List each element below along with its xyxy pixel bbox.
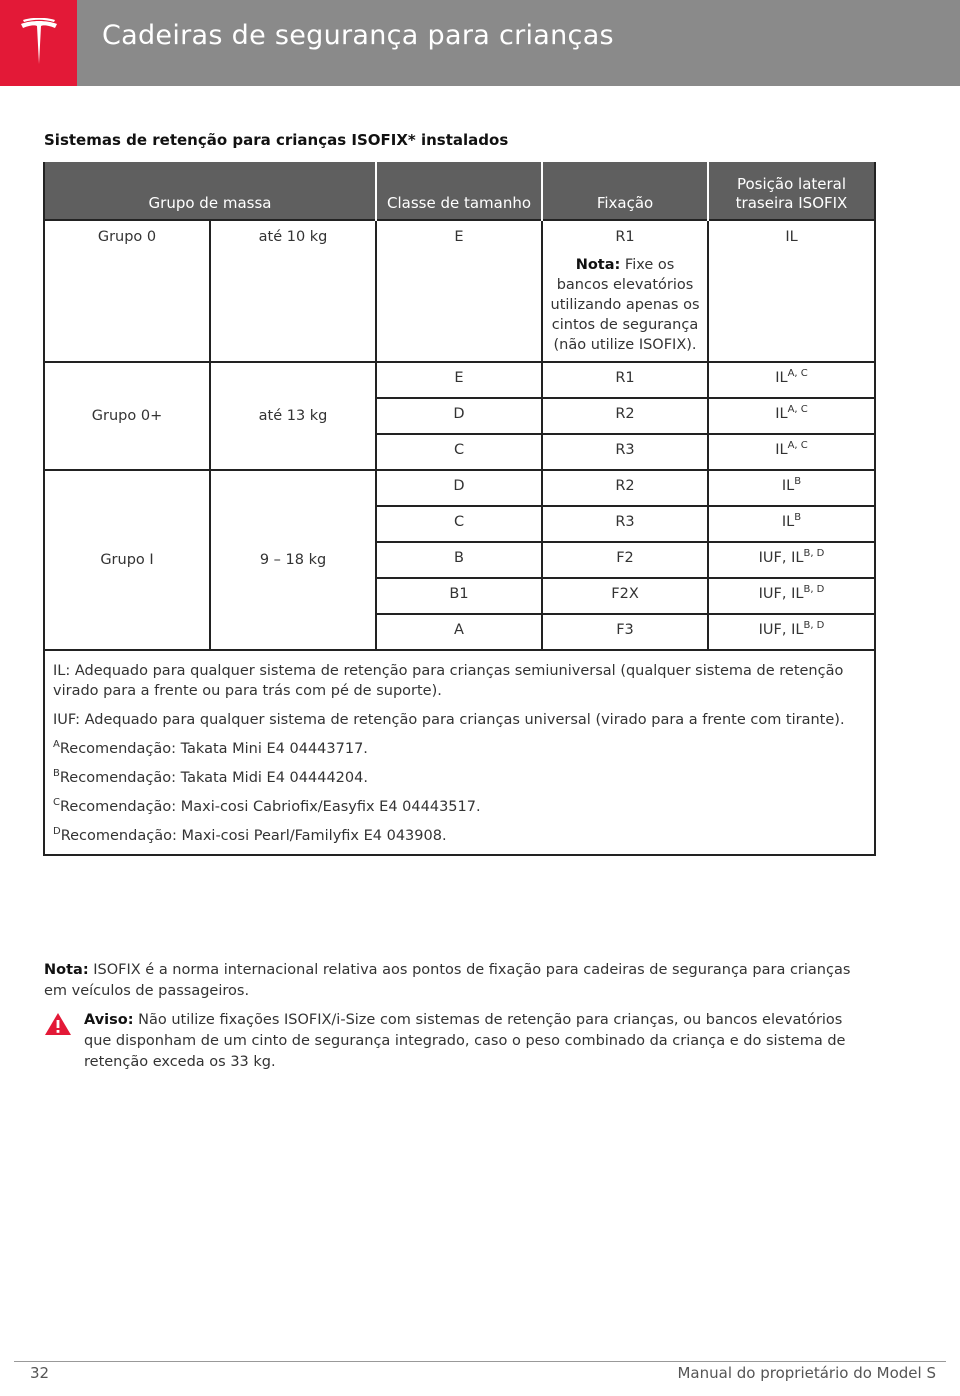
warning-text-block bbox=[84, 1010, 864, 1073]
fixation-cell: R2 bbox=[542, 470, 708, 506]
note-label: Nota: bbox=[44, 962, 89, 978]
page-number: 32 bbox=[30, 1364, 50, 1382]
legend-sup: C bbox=[53, 797, 60, 808]
cell-note bbox=[549, 255, 701, 355]
fixation-cell: R2 bbox=[542, 398, 708, 434]
fixation-cell: F3 bbox=[542, 614, 708, 650]
legend-row bbox=[44, 650, 875, 855]
position-cell: IL bbox=[708, 220, 875, 362]
group-cell: Grupo I bbox=[44, 470, 210, 650]
header-isofix-position: Posição lateral traseira ISOFIX bbox=[708, 162, 875, 220]
footer-divider bbox=[14, 1361, 946, 1362]
position-cell bbox=[708, 398, 875, 434]
page-header bbox=[0, 0, 960, 86]
table-legend bbox=[44, 650, 875, 855]
size-cell: D bbox=[376, 470, 542, 506]
fixation-cell: F2X bbox=[542, 578, 708, 614]
size-cell: B bbox=[376, 542, 542, 578]
position-superscript: B, D bbox=[803, 620, 825, 631]
size-cell: E bbox=[376, 362, 542, 398]
note-text: ISOFIX é a norma internacional relativa aos pontos de fixação para cadeiras de segurança para crianças em veículos de passageiros. bbox=[44, 962, 851, 999]
legend-c bbox=[53, 797, 866, 817]
group-cell: Grupo 0+ bbox=[44, 362, 210, 470]
warning-icon bbox=[44, 1012, 72, 1043]
fixation-cell bbox=[542, 220, 708, 362]
position-value: IL bbox=[775, 442, 788, 458]
note-text: Fixe os bancos elevatórios utilizando apenas os cintos de segurança (não utilize ISOFIX). bbox=[550, 257, 700, 353]
position-cell bbox=[708, 434, 875, 470]
position-superscript: B bbox=[794, 512, 802, 523]
position-cell bbox=[708, 614, 875, 650]
warning-label: Aviso: bbox=[84, 1012, 134, 1028]
table-row bbox=[44, 362, 875, 398]
size-cell: C bbox=[376, 506, 542, 542]
header-mass-group: Grupo de massa bbox=[44, 162, 376, 220]
table-header-row bbox=[44, 162, 875, 220]
legend-a bbox=[53, 739, 866, 759]
header-fixation: Fixação bbox=[542, 162, 708, 220]
table-row bbox=[44, 220, 875, 362]
position-cell bbox=[708, 506, 875, 542]
mass-cell: 9 – 18 kg bbox=[210, 470, 376, 650]
legend-sup: D bbox=[53, 826, 61, 837]
position-cell bbox=[708, 470, 875, 506]
position-superscript: A, C bbox=[787, 404, 808, 415]
position-cell bbox=[708, 362, 875, 398]
mass-cell: até 13 kg bbox=[210, 362, 376, 470]
legend-text: Recomendação: Takata Mini E4 04443717. bbox=[59, 741, 368, 757]
fixation-cell: F2 bbox=[542, 542, 708, 578]
position-value: IUF, IL bbox=[758, 622, 804, 638]
section-title: Sistemas de retenção para crianças ISOFIX* instalados bbox=[44, 131, 509, 149]
position-value: IUF, IL bbox=[758, 586, 804, 602]
group-cell: Grupo 0 bbox=[44, 220, 210, 362]
legend-sup: A bbox=[53, 739, 60, 750]
page-title: Cadeiras de segurança para crianças bbox=[102, 20, 614, 51]
position-value: IL bbox=[775, 406, 788, 422]
fixation-value: R1 bbox=[615, 229, 635, 245]
legend-text: Recomendação: Takata Midi E4 04444204. bbox=[59, 770, 368, 786]
footer-manual-title: Manual do proprietário do Model S bbox=[677, 1364, 936, 1382]
legend-d bbox=[53, 826, 866, 846]
size-cell: B1 bbox=[376, 578, 542, 614]
table-row bbox=[44, 470, 875, 506]
legend-il: IL: Adequado para qualquer sistema de retenção para crianças semiuniversal (qualquer sistema de retenção virado para a frente ou para trás com pé de suporte). bbox=[53, 663, 844, 699]
position-superscript: B, D bbox=[803, 548, 825, 559]
position-superscript: B, D bbox=[803, 584, 825, 595]
size-cell: E bbox=[376, 220, 542, 362]
mass-cell: até 10 kg bbox=[210, 220, 376, 362]
legend-text: Recomendação: Maxi-cosi Cabriofix/Easyfix E4 04443517. bbox=[59, 799, 481, 815]
isofix-table bbox=[43, 162, 876, 856]
legend-text: Recomendação: Maxi-cosi Pearl/Familyfix E4 043908. bbox=[60, 828, 447, 844]
header-size-class: Classe de tamanho bbox=[376, 162, 542, 220]
fixation-cell: R3 bbox=[542, 506, 708, 542]
position-superscript: B bbox=[794, 476, 802, 487]
fixation-cell: R3 bbox=[542, 434, 708, 470]
position-value: IL bbox=[775, 370, 788, 386]
note-paragraph bbox=[44, 960, 864, 1002]
legend-iuf: IUF: Adequado para qualquer sistema de retenção para crianças universal (virado para a frente com tirante). bbox=[53, 712, 845, 728]
position-cell bbox=[708, 578, 875, 614]
size-cell: C bbox=[376, 434, 542, 470]
position-superscript: A, C bbox=[787, 368, 808, 379]
tesla-logo-icon bbox=[17, 18, 61, 68]
size-cell: A bbox=[376, 614, 542, 650]
warning-paragraph bbox=[44, 1010, 864, 1073]
position-value: IL bbox=[781, 514, 795, 530]
position-value: IUF, IL bbox=[758, 550, 804, 566]
fixation-cell: R1 bbox=[542, 362, 708, 398]
position-cell bbox=[708, 542, 875, 578]
legend-b bbox=[53, 768, 866, 788]
size-cell: D bbox=[376, 398, 542, 434]
position-superscript: A, C bbox=[787, 440, 808, 451]
position-value: IL bbox=[781, 478, 795, 494]
note-label: Nota: bbox=[575, 257, 621, 273]
tesla-logo bbox=[0, 0, 77, 86]
warning-text: Não utilize fixações ISOFIX/i-Size com sistemas de retenção para crianças, ou bancos elevatórios que disponham de um cinto de segurança integrado, caso o peso combinado da criança e do sistema de retenção exceda os 33 kg. bbox=[84, 1012, 846, 1070]
legend-sup: B bbox=[53, 768, 60, 779]
